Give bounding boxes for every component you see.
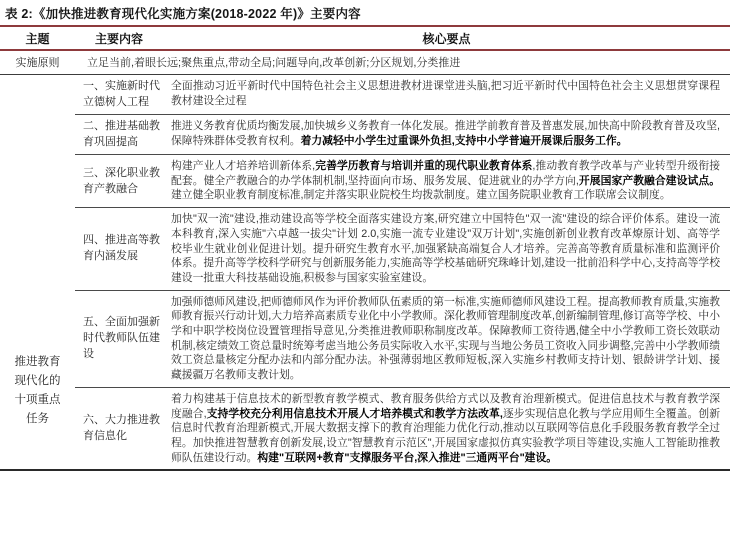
task-name: 一、实施新时代立德树人工程 (83, 80, 160, 108)
task-group-theme: 推进教育现代化的十项重点任务 (14, 356, 61, 426)
principle-content: 立足当前,着眼长远;聚焦重点,带动全局;问题导向,改革创新;分区规划,分类推进 (87, 57, 461, 69)
task-content: 全面推动习近平新时代中国特色社会主义思想进教材进课堂进头脑,把习近平新时代中国特色社会主义思想贯穿课程教材建设全过程 (171, 80, 720, 107)
principle-row (0, 51, 730, 75)
table-header-row (0, 27, 730, 49)
task-content: 着力构建基于信息技术的新型教育教学模式、教育服务供给方式以及教育治理新模式。促进信息技术与教育教学深度融合,支持学校充分利用信息技术开展人才培养模式和教学方法改革,逐步实现信息化教与学应用师生全覆盖。创新信息时代教育治理新模式,开展大数据支撑下的教育治理能力优化行动,推动以互联网等信息化手段服务教育教学全过程。加快推进智慧教育创新发展,设立"智慧教育示范区",开展国家虚拟仿真实验教学项目等建设,实施人工智能助推教师队伍建设行动。构建"互联网+教育"支撑服务平台,深入推进"三通两平台"建设。 (171, 392, 721, 464)
table-row (75, 207, 730, 290)
task-content: 推进义务教育优质均衡发展,加快城乡义务教育一体化发展。推进学前教育普及普惠发展,加快高中阶段教育普及攻坚,保障特殊群体受教育权利。着力减轻中小学生过重课外负担,支持中小学普遍开展课后服务工作。 (171, 120, 720, 147)
tasks-section (0, 75, 730, 471)
task-content: 加强师德师风建设,把师德师风作为评价教师队伍素质的第一标准,实施师德师风建设工程。提高教师教育质量,实施教师教育振兴行动计划,大力培养高素质专业化中小学教师。深化教师管理制度改革,创新编制管理,修订高等学校、中小学和中职学校岗位设置管理指导意见,分类推进教师职称制度改革。保障教师工资待遇,健全中小学教师工资长效联动机制,核定绩效工资总量时统筹考虑当地公务员实际收入水平,实现与当地公务员工资收入同步调整,完善中小学教师绩效工资总量核定分配办法和内部分配办法。补强薄弱地区教师短板,深入实施乡村教师支持计划、银龄讲学计划、援藏援疆万名教师支教计划。 (171, 295, 720, 382)
table-row (75, 75, 730, 114)
table-row (75, 114, 730, 154)
header-main-content: 主要内容 (94, 32, 143, 46)
task-name: 三、深化职业教育产教融合 (83, 166, 160, 195)
table-row (75, 387, 730, 470)
table-title: 表 2:《加快推进教育现代化实施方案(2018-2022 年)》主要内容 (5, 7, 361, 21)
task-content: 构建产业人才培养培训新体系,完善学历教育与培训并重的现代职业教育体系,推动教育教学改革与产业转型升级衔接配套。健全产教融合的办学体制机制,坚持面向市场、服务发展、促进就业的办学方向,开展国家产教融合建设试点。建立健全职业教育制度标准,制定并落实职业院校生均拨款制度。建立国务院职业教育工作联席会议制度。 (171, 160, 721, 202)
header-theme: 主题 (25, 32, 50, 46)
watermark-overlay (554, 519, 714, 537)
principle-theme: 实施原则 (15, 57, 60, 69)
task-content: 加快"双一流"建设,推动建设高等学校全面落实建设方案,研究建立中国特色"双一流"建设的综合评价体系。建设一流本科教育,深入实施"六卓越一拔尖"计划 2.0,实施一流专业建设"双万计划",实施创新创业教育改革燎原计划、高等学校毕业生就业创业促进计划。提升研究生教育水平,加强紧缺高端复合人才培养。完善高等教育质量标准和监测评价体系。提升高等学校科学研究与创新服务能力,实施高等学校基础研究珠峰计划,建设一批前沿科学中心,支持高等学校建设一批重大科技基础设施,积极参与国家实验室建设。 (171, 213, 720, 284)
task-name: 五、全面加强新时代教师队伍建设 (83, 316, 160, 361)
header-key-points: 核心要点 (422, 32, 471, 46)
task-name: 二、推进基础教育巩固提高 (83, 120, 160, 148)
watermark-dot (564, 519, 580, 535)
task-name: 六、大力推进教育信息化 (83, 414, 160, 443)
task-name: 四、推进高等教育内涵发展 (83, 234, 160, 263)
task-rows (75, 75, 730, 469)
task-group-theme-cell (0, 75, 75, 469)
table-row (75, 290, 730, 387)
table-row (75, 154, 730, 207)
